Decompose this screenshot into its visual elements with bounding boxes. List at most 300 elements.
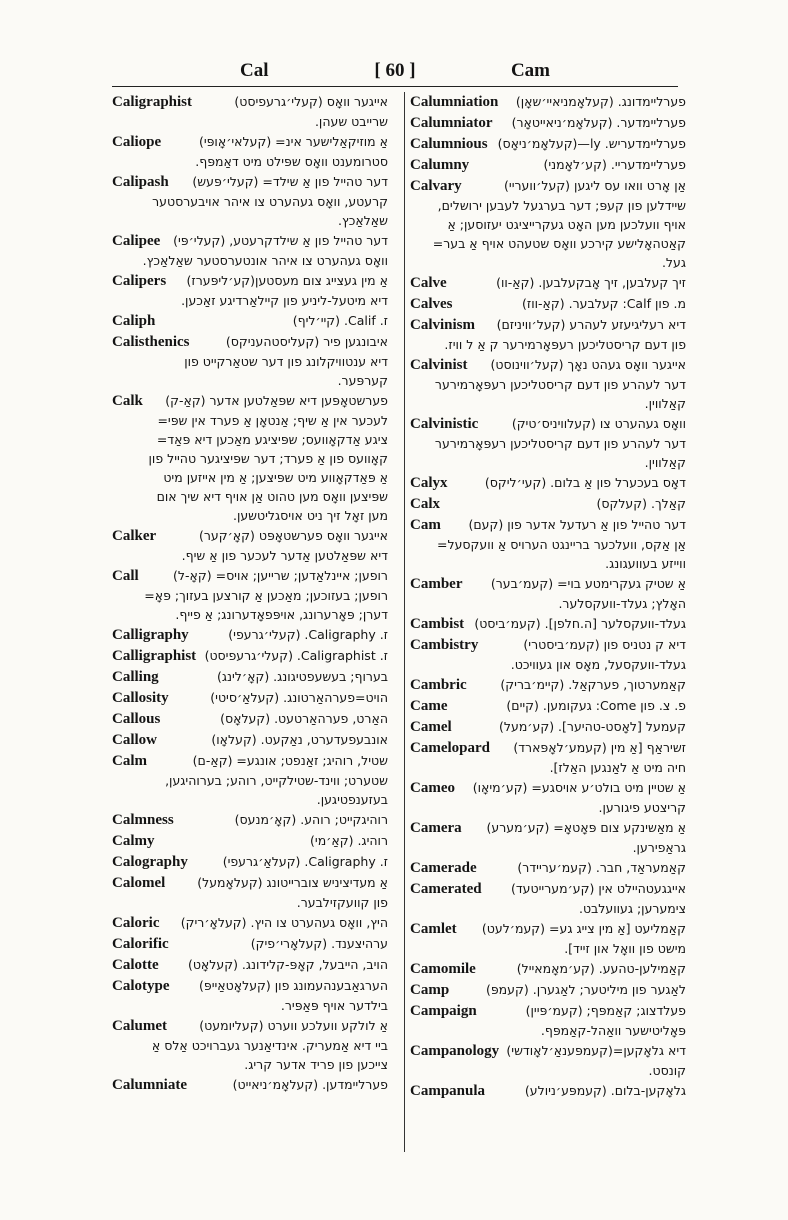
headword: Camlet	[410, 921, 457, 937]
definition-text: פּאָליטישער וואַהל-קאַמפּף.	[540, 1023, 686, 1038]
entry-continuation-line	[112, 546, 388, 565]
definition-text: פערליימדער. (קעלאָמ׳ניאייטאָר)	[511, 115, 686, 130]
dictionary-entry	[410, 738, 686, 777]
headword: Calisthenics	[112, 334, 190, 350]
entry-first-line	[112, 934, 388, 954]
definition-text: שטערט; ווינד-שטילקייט, רוהע; בערוהיגען,	[165, 773, 388, 788]
definition-text: סטרומענט וואָס שפּילט מיט דאַמפּף.	[195, 154, 388, 169]
definition-text: פון קוועקזילבער.	[296, 895, 388, 910]
entry-continuation-line	[112, 192, 388, 211]
headword: Calography	[112, 854, 188, 870]
definition-text: שטיל, רוהיג; זאַנפט; אונגע= (קאַ-ם)	[192, 753, 388, 768]
entry-continuation-line	[112, 506, 388, 525]
dictionary-entry	[410, 494, 686, 514]
definition-text: געל.	[661, 255, 686, 270]
definition-text: אונבעפעדערט, נאַקעט. (קעלאָו)	[211, 732, 388, 747]
headword: Calotte	[112, 957, 159, 973]
definition-text: אַ מוזיקאַלישער אינ= (קעלאי׳אָופּי)	[198, 134, 388, 149]
definition-text: דער לעהרע פון דעם קריסטליכען רעפּאָרמירער	[434, 436, 686, 451]
headword: Calumniate	[112, 1077, 187, 1093]
dictionary-entry	[112, 913, 388, 933]
definition-text: רופען; בעזוכען; מאַכען אַ קורצען בעזוך; פּאָ=	[144, 588, 388, 603]
entry-continuation-line	[112, 112, 388, 131]
definition-text: אַ לולקע וועלכע ווערט (קעליומעט)	[199, 1018, 388, 1033]
entry-first-line	[410, 1081, 686, 1101]
definition-text: קאַמילען-טהעע. (קע׳מאָמאייל)	[516, 961, 686, 976]
definition-text: קאַלווין.	[644, 455, 686, 470]
entry-first-line	[112, 852, 388, 872]
definition-text: זשיראַף [אַ מין (קעמע׳לאָפּארד)	[513, 740, 686, 755]
definition-text: דאָס בעכערל פון אַ בלום. (קעי׳ליקס)	[484, 475, 686, 490]
definition-text: אייגער וואָס (קעלי׳גרעפיסט)	[234, 94, 388, 109]
headword: Calotype	[112, 978, 170, 994]
headword: Came	[410, 698, 448, 714]
definition-text: הערגאַבענהעמונג פון (קעלאָטאַייפּ)	[199, 978, 388, 993]
dictionary-entry	[112, 132, 388, 171]
headword: Caliope	[112, 134, 162, 150]
entry-first-line	[112, 271, 388, 291]
dictionary-entry	[112, 391, 388, 525]
dictionary-entry	[410, 473, 686, 493]
definition-text: היץ, וואָס געהערט צו היץ. (קעלאָ׳ריק)	[180, 915, 388, 930]
entry-first-line	[112, 332, 388, 352]
definition-text: האַרט, פערהאַרטעט. (קעלאָס)	[220, 711, 388, 726]
entry-first-line	[112, 873, 388, 893]
entry-first-line	[410, 738, 686, 758]
dictionary-entry	[410, 1001, 686, 1040]
definition-text: פערליימדונג. (קעלאָמניאיי׳שאָן)	[515, 94, 686, 109]
entry-first-line	[410, 959, 686, 979]
entry-first-line	[410, 1001, 686, 1021]
entry-continuation-line	[112, 371, 388, 390]
entry-first-line	[410, 717, 686, 737]
definition-text: דער טהייל פון אַ רעדעל אדער פון (קעם)	[468, 517, 686, 532]
headword: Campanology	[410, 1043, 500, 1059]
page-number: [ 60 ]	[374, 60, 416, 81]
dictionary-entry	[112, 955, 388, 975]
dictionary-entry	[410, 778, 686, 817]
headword: Calipash	[112, 174, 169, 190]
entry-first-line	[112, 566, 388, 586]
entry-continuation-line	[112, 996, 388, 1015]
headword: Calx	[410, 496, 440, 512]
headword: Calvary	[410, 178, 462, 194]
definition-text: ז. Caligraphist. (קעלי׳גרעפיסט)	[204, 648, 388, 663]
dictionary-entry	[112, 667, 388, 687]
entry-first-line	[410, 315, 686, 335]
definition-text: אייגער וואָס געהט נאָך (קעל׳ווינוסט)	[490, 357, 686, 372]
definition-text: ציגע אַדקאָוועס; שפּיציגע מאַכען דיא פּאַד=	[156, 432, 388, 447]
dictionary-entry	[410, 273, 686, 293]
entry-continuation-line	[410, 798, 686, 817]
entry-continuation-line	[410, 1061, 686, 1080]
definition-text: בערוף; בעשעפטיגונג. (קאָ׳לינג)	[216, 669, 388, 684]
entry-continuation-line	[112, 790, 388, 809]
entry-first-line	[112, 311, 388, 331]
dictionary-entry	[410, 980, 686, 1000]
entry-first-line	[410, 778, 686, 798]
definition-text: דיא גלאָקען=(קעמפּענאַ׳לאָודשי)	[506, 1043, 686, 1058]
entry-continuation-line	[410, 196, 686, 215]
entry-first-line	[410, 635, 686, 655]
entry-continuation-line	[410, 335, 686, 354]
headword: Camerated	[410, 881, 482, 897]
entry-first-line	[410, 858, 686, 878]
definition-text: איבונגען פיר (קעליסטהעניקס)	[225, 334, 388, 349]
definition-text: דער טהייל פון אַ שילד= (קעלי׳פּעש)	[192, 174, 388, 189]
headword: Camber	[410, 576, 463, 592]
entry-continuation-line	[112, 430, 388, 449]
definition-text: פ. צ. פון Come: געקומען. (קיים)	[506, 698, 686, 713]
entry-continuation-line	[410, 535, 686, 554]
definition-text: אַ מין געצייג צום מעסטען(קע׳ליפּערז)	[186, 273, 388, 288]
definition-text: וואָס געהערט צו (קעלוויניס׳טיק)	[511, 416, 686, 431]
definition-text: חיה מיט אַ לאַנגען האַלז].	[549, 760, 686, 775]
left-column	[112, 92, 388, 1150]
definition-text: קערפּער.	[337, 373, 388, 388]
headword: Calm	[112, 753, 147, 769]
entry-continuation-line	[112, 211, 388, 230]
definition-text: אַ מעדיציניש צוברייטונג (קעלאָמעל)	[197, 875, 388, 890]
dictionary-entry	[112, 526, 388, 565]
dictionary-entry	[410, 858, 686, 878]
definition-text: דער לעהרע פון דעם קריסטליכען רעפּאָרמירער	[434, 377, 686, 392]
definition-text: פערליימדעריי. (קע׳לאָמני)	[543, 157, 686, 172]
entry-continuation-line	[410, 394, 686, 413]
definition-text: מ. פון Calf: קעלבער. (קאַ-ווז)	[522, 296, 686, 311]
definition-text: דיא מיטעל-ליניע פון קיילאַרדיגע זאַכען.	[181, 293, 388, 308]
dictionary-entry	[410, 635, 686, 674]
dictionary-entry	[410, 1041, 686, 1080]
entry-continuation-line	[112, 251, 388, 270]
entry-first-line	[410, 696, 686, 716]
definition-text: פערשטאָפּען דיא שפּאַלטען אדער (קאַ-ק)	[165, 393, 388, 408]
headword: Calomel	[112, 875, 166, 891]
definition-text: ווייזע בעוועגונג.	[605, 556, 686, 571]
dictionary-entry	[410, 919, 686, 958]
entry-first-line	[410, 980, 686, 1000]
entry-continuation-line	[112, 487, 388, 506]
headword: Calk	[112, 393, 143, 409]
entry-continuation-line	[112, 152, 388, 171]
entry-first-line	[410, 473, 686, 493]
dictionary-entry	[410, 696, 686, 716]
entry-first-line	[410, 176, 686, 196]
definition-text: זיך קעלבען, זיך אָבקעלבען. (קאַ-וו)	[496, 275, 686, 290]
dictionary-entry	[410, 717, 686, 737]
headword: Camomile	[410, 961, 476, 977]
definition-text: ביי דיא אַמעריק. אינדיאַנער געברויכט אַלס אַ	[151, 1038, 388, 1053]
dictionary-entry	[410, 818, 686, 857]
definition-text: שפּיצען וואָס מען טהוט אַן אויף דיא שיך אום	[156, 489, 388, 504]
headword: Campaign	[410, 1003, 477, 1019]
definition-text: קונסט.	[648, 1063, 686, 1078]
entry-first-line	[112, 709, 388, 729]
dictionary-entry	[410, 113, 686, 133]
headword: Call	[112, 568, 139, 584]
headword: Calipers	[112, 273, 167, 289]
dictionary-entry	[410, 515, 686, 573]
dictionary-entry	[410, 315, 686, 354]
definition-text: פערליימדעריש. ly—(קעלאָמ׳ניאָס)	[497, 136, 686, 151]
entry-first-line	[410, 134, 686, 154]
dictionary-entry	[112, 646, 388, 666]
headword: Cambistry	[410, 637, 479, 653]
entry-first-line	[410, 574, 686, 594]
dictionary-entry	[112, 688, 388, 708]
definition-text: קאַטהאָלישע קירכע וואָס שטעהט אויף אַ בער=	[432, 236, 686, 251]
entry-continuation-line	[410, 375, 686, 394]
headword: Callosity	[112, 690, 169, 706]
entry-continuation-line	[410, 594, 686, 613]
definition-text: אייגגעטהיילט אין (קע׳מערייטעד)	[510, 881, 686, 896]
headword: Calker	[112, 528, 157, 544]
headword: Calligraphy	[112, 627, 189, 643]
definition-text: דיא ק נטניס פון (קעמ׳ביסטרי)	[523, 637, 686, 652]
dictionary-entry	[410, 294, 686, 314]
entry-continuation-line	[410, 215, 686, 234]
headword: Calves	[410, 296, 453, 312]
definition-text: קאַמליעט [אַ מין צייג גע= (קעמ׳לעט)	[481, 921, 686, 936]
entry-first-line	[410, 1041, 686, 1061]
entry-first-line	[410, 494, 686, 514]
dictionary-entry	[112, 92, 388, 131]
headword: Calvinistic	[410, 416, 479, 432]
dictionary-entry	[112, 271, 388, 310]
entry-first-line	[112, 751, 388, 771]
headword: Calve	[410, 275, 447, 291]
headword: Calmy	[112, 833, 155, 849]
definition-text: אַ מאַשינקע צום פּאָטאָ= (קע׳מערע)	[486, 820, 686, 835]
definition-text: ז. Calif. (קיי׳ליף)	[292, 313, 388, 328]
headword: Calvinism	[410, 317, 476, 333]
entry-continuation-line	[410, 655, 686, 674]
entry-continuation-line	[410, 234, 686, 253]
dictionary-entry	[410, 355, 686, 413]
entry-first-line	[112, 831, 388, 851]
entry-continuation-line	[410, 899, 686, 918]
dictionary-entry	[112, 852, 388, 872]
entry-continuation-line	[112, 893, 388, 912]
headword: Calvinist	[410, 357, 468, 373]
dictionary-entry	[112, 976, 388, 1015]
headword: Caloric	[112, 915, 160, 931]
headword: Camera	[410, 820, 462, 836]
entry-continuation-line	[410, 939, 686, 958]
headword: Cameo	[410, 780, 455, 796]
definition-text: רופען; איינלאַדען; שרייען; אויס= (קאָ-ל)	[173, 568, 388, 583]
definition-text: אַ פּאַדקאָווע מיט שפּיצען; אַ מין אייזען מיט	[163, 470, 388, 485]
headword: Campanula	[410, 1083, 486, 1099]
headword: Caliph	[112, 313, 156, 329]
entry-continuation-line	[410, 838, 686, 857]
entry-continuation-line	[112, 468, 388, 487]
dictionary-entry	[410, 574, 686, 613]
column-divider	[404, 92, 405, 1152]
entry-first-line	[410, 919, 686, 939]
definition-text: רוהיגקייט; רוהע. (קאָ׳מנעס)	[234, 812, 388, 827]
dictionary-entry	[112, 625, 388, 645]
definition-text: ז. Caligraphy. (קעלאַ׳גרעפי)	[222, 854, 388, 869]
header-right-guideword: Cam	[510, 60, 550, 81]
headword: Callous	[112, 711, 161, 727]
entry-continuation-line	[112, 449, 388, 468]
definition-text: האָלץ; געלד-וועקסלער.	[558, 596, 686, 611]
headword: Camelopard	[410, 740, 490, 756]
entry-continuation-line	[112, 411, 388, 430]
entry-first-line	[410, 355, 686, 375]
headword: Calumniation	[410, 94, 499, 110]
entry-continuation-line	[410, 758, 686, 777]
entry-first-line	[112, 913, 388, 933]
entry-continuation-line	[112, 771, 388, 790]
entry-first-line	[410, 414, 686, 434]
definition-text: דערן; פּאָרערונג, אויפּפאָדערונג; אַ פייף.	[175, 607, 388, 622]
entry-first-line	[112, 646, 388, 666]
dictionary-entry	[112, 709, 388, 729]
dictionary-entry	[410, 614, 686, 634]
entry-first-line	[410, 879, 686, 899]
definition-text: גלאָקען-בלום. (קעמפּע׳ניולע)	[524, 1083, 686, 1098]
definition-text: מען זאָל זיך ניט אויסגליטשען.	[232, 508, 388, 523]
headword: Callow	[112, 732, 157, 748]
headword: Cam	[410, 517, 441, 533]
entry-first-line	[410, 294, 686, 314]
entry-first-line	[112, 688, 388, 708]
definition-text: רוהיג. (קאַ׳מי)	[310, 833, 388, 848]
entry-first-line	[112, 667, 388, 687]
dictionary-entry	[112, 751, 388, 809]
entry-continuation-line	[410, 253, 686, 272]
dictionary-entry	[112, 810, 388, 830]
entry-first-line	[410, 155, 686, 175]
headword: Calorific	[112, 936, 169, 952]
dictionary-entry	[112, 831, 388, 851]
definition-text: שרייבט שעהן.	[314, 114, 388, 129]
headword: Calumniator	[410, 115, 493, 131]
dictionary-entry	[410, 879, 686, 918]
entry-continuation-line	[112, 605, 388, 624]
entry-first-line	[410, 515, 686, 535]
headword: Cambist	[410, 616, 465, 632]
entry-continuation-line	[410, 453, 686, 472]
definition-text: ז. Caligraphy. (קעלי׳גרעפי)	[228, 627, 388, 642]
entry-first-line	[112, 1016, 388, 1036]
entry-first-line	[112, 526, 388, 546]
definition-text: אַ שטיין מיט בולט׳ע אויסגע= (קע׳מיאָו)	[472, 780, 686, 795]
dictionary-entry	[112, 934, 388, 954]
definition-text: דער טהייל פון אַ שילדקרעטע, (קעלי׳פּי)	[173, 233, 388, 248]
definition-text: וואָס געהערט צו איהר אונטערסטער שאַלאַכץ.	[142, 253, 388, 268]
entry-continuation-line	[410, 554, 686, 573]
definition-text: קאַלך. (קעלקס)	[596, 496, 686, 511]
dictionary-entry	[410, 959, 686, 979]
entry-first-line	[410, 113, 686, 133]
definition-text: בילדער אויף פּאַפּיר.	[280, 998, 388, 1013]
entry-first-line	[410, 818, 686, 838]
definition-text: שיידלען פון קעפּ; דער בערגעל לעבען ירושלים,	[437, 198, 686, 213]
definition-text: שאַלאַכץ.	[338, 213, 388, 228]
definition-text: לאַגער פון מיליטער; לאַגערן. (קעמפּ)	[486, 982, 686, 997]
dictionary-entry	[112, 172, 388, 230]
definition-text: בעזענפטיגען.	[316, 792, 388, 807]
dictionary-entry	[410, 92, 686, 112]
entry-first-line	[112, 730, 388, 750]
page-header	[112, 60, 678, 87]
headword: Calligraphist	[112, 648, 197, 664]
definition-text: ערהיצענד. (קעלאָרי׳פיק)	[250, 936, 388, 951]
entry-first-line	[410, 92, 686, 112]
header-left-guideword: Cal	[240, 60, 269, 81]
definition-text: אויף וועלכען מען האָט געקרייציגט יעזוסען; אַ	[447, 217, 686, 232]
definition-text: לעכער אין אַ שיף; אַנטאָן אַ פערד אין שפּי=	[157, 413, 388, 428]
definition-text: קאָוועס פון אַ פערד; דער שפּיציגער טהייל פון	[148, 451, 388, 466]
entry-continuation-line	[112, 352, 388, 371]
entry-first-line	[410, 675, 686, 695]
definition-text: דיא ענטוויקלונג פון דער שטאַרקייט פון	[184, 354, 388, 369]
definition-text: מישט פון וואָל און זייד].	[564, 941, 686, 956]
entry-continuation-line	[410, 434, 686, 453]
headword: Calipee	[112, 233, 161, 249]
definition-text: אַן אַקס, וועלכער בריינגט הערויס אַ וועקסעל=	[436, 537, 686, 552]
dictionary-entry	[112, 566, 388, 624]
entry-first-line	[112, 976, 388, 996]
headword: Cambric	[410, 677, 467, 693]
headword: Calumny	[410, 157, 470, 173]
definition-text: קאַמערטוך, פערקאַל. (קיימ׳בריק)	[500, 677, 686, 692]
headword: Calumet	[112, 1018, 167, 1034]
entry-first-line	[112, 391, 388, 411]
entry-continuation-line	[410, 1021, 686, 1040]
headword: Calyx	[410, 475, 448, 491]
definition-text: צימערען; געוועלבט.	[578, 901, 686, 916]
definition-text: דיא שפּאַלטען אַדער לעכער פון אַ שיף.	[181, 548, 388, 563]
definition-text: קאַלווין.	[644, 396, 686, 411]
entry-first-line	[112, 625, 388, 645]
entry-first-line	[112, 810, 388, 830]
dictionary-entry	[410, 675, 686, 695]
definition-text: גראַפירען.	[632, 840, 686, 855]
entry-first-line	[410, 614, 686, 634]
entry-first-line	[112, 1075, 388, 1095]
dictionary-entry	[112, 1075, 388, 1095]
dictionary-entry	[112, 311, 388, 331]
entry-continuation-line	[112, 1036, 388, 1055]
definition-text: קרעטע, וואָס געהערט צו איהר אויבערסטער	[152, 194, 388, 209]
definition-text: אַן אָרט וואו עס ליגען (קעל׳וועריי)	[504, 178, 686, 193]
dictionary-entry	[112, 873, 388, 912]
entry-continuation-line	[112, 586, 388, 605]
entry-continuation-line	[112, 291, 388, 310]
entry-first-line	[112, 172, 388, 192]
definition-text: פון דעם קריסטליכען רעפּאָרמירער ק אַ ל וויז.	[444, 337, 686, 352]
entry-first-line	[112, 132, 388, 152]
definition-text: געלד-וועקסעל, מאָס און געוויכט.	[510, 657, 686, 672]
definition-text: דיא רעליגיעזע לעהרע (קעל׳וויניזם)	[496, 317, 686, 332]
entry-first-line	[410, 273, 686, 293]
entry-first-line	[112, 231, 388, 251]
definition-text: הויט=פערהאַרטונג. (קעלאַ׳סיטי)	[210, 690, 388, 705]
definition-text: אייגער וואָס פערשטאָפּט (קאָ׳קער)	[198, 528, 388, 543]
dictionary-entry	[112, 730, 388, 750]
headword: Camel	[410, 719, 452, 735]
dictionary-entry	[410, 176, 686, 272]
entry-first-line	[112, 955, 388, 975]
definition-text: אַ שטיק געקרימטע בוי= (קעמ׳בער)	[490, 576, 686, 591]
headword: Camerade	[410, 860, 477, 876]
headword: Calling	[112, 669, 159, 685]
dictionary-entry	[410, 134, 686, 154]
